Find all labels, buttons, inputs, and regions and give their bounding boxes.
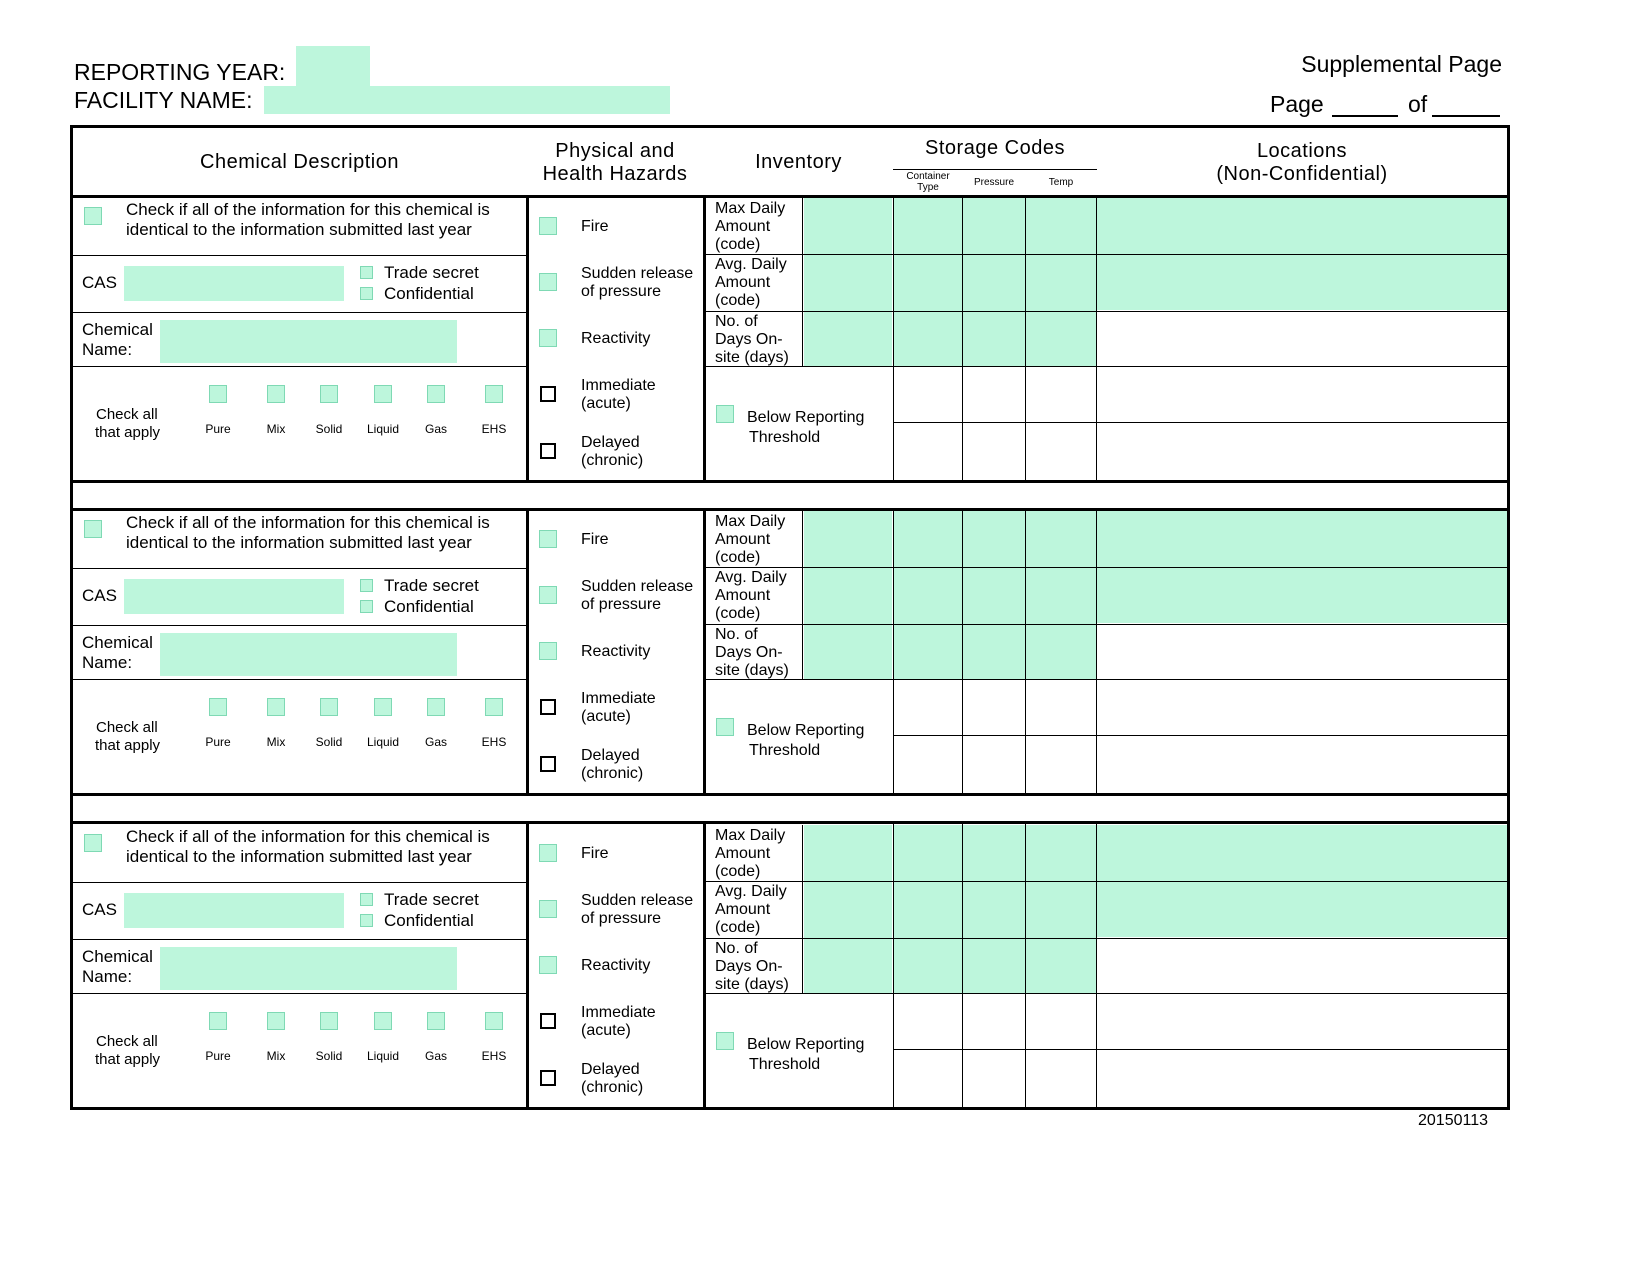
facility-name-input[interactable]	[264, 86, 670, 114]
pure-checkbox[interactable]	[209, 1012, 227, 1030]
chemical-name-input[interactable]	[160, 320, 457, 363]
page-number-row	[1270, 92, 1502, 120]
reporting-year-input[interactable]	[296, 46, 370, 86]
days-label-line3: site (days)	[715, 349, 789, 366]
delayed-label-line2: (chronic)	[581, 765, 644, 782]
inventory-row-rule	[705, 567, 1507, 568]
below-threshold-checkbox[interactable]	[716, 718, 734, 736]
liquid-checkbox[interactable]	[374, 1012, 392, 1030]
chemical-name-label-line2: Name:	[82, 967, 133, 986]
column-inventory: Inventory	[755, 151, 842, 173]
pressure-release-label-line1: Sudden release	[581, 265, 694, 282]
cas-row-rule	[73, 882, 526, 883]
ehs-checkbox[interactable]	[485, 385, 503, 403]
check-all-label-line1: Check all	[96, 1033, 158, 1050]
pure-label: Pure	[205, 422, 231, 436]
pressure-release-checkbox[interactable]	[539, 900, 557, 918]
fire-checkbox[interactable]	[539, 844, 557, 862]
pure-checkbox[interactable]	[209, 385, 227, 403]
identical-label-line2: identical to the information submitted last year	[126, 220, 472, 239]
max-daily-label-line3: (code)	[715, 236, 761, 253]
cas-row-rule	[73, 568, 526, 569]
avg-daily-label-line1: Avg. Daily	[715, 569, 787, 586]
reactivity-label: Reactivity	[581, 643, 651, 660]
fire-label: Fire	[581, 218, 609, 235]
ehs-checkbox[interactable]	[485, 698, 503, 716]
max-daily-label-line1: Max Daily	[715, 200, 786, 217]
max-daily-label-line1: Max Daily	[715, 827, 786, 844]
liquid-label: Liquid	[366, 735, 400, 749]
fire-label: Fire	[581, 531, 609, 548]
cas-input[interactable]	[124, 893, 344, 928]
gas-label: Gas	[424, 422, 447, 436]
column-hazards-line1: Physical and	[555, 140, 675, 162]
delayed-checkbox[interactable]	[540, 443, 556, 459]
check-all-label-line2: that apply	[95, 737, 161, 754]
ehs-label: EHS	[481, 735, 507, 749]
max-daily-input[interactable]	[804, 825, 892, 881]
column-container-type-line1: Container	[906, 171, 950, 182]
storage-row-rule	[893, 735, 1507, 736]
inventory-row-rule	[705, 624, 1507, 625]
chemical-name-row-rule	[73, 939, 526, 940]
check-all-label-line1: Check all	[96, 406, 158, 423]
gas-checkbox[interactable]	[427, 1012, 445, 1030]
gas-label: Gas	[424, 735, 447, 749]
days-on-site-input[interactable]	[804, 312, 892, 367]
pressure-release-label-line2: of pressure	[581, 283, 662, 300]
delayed-checkbox[interactable]	[540, 1070, 556, 1086]
avg-daily-label-line2: Amount	[715, 901, 771, 918]
immediate-label-line1: Immediate	[581, 377, 656, 394]
pure-checkbox[interactable]	[209, 698, 227, 716]
solid-checkbox[interactable]	[320, 698, 338, 716]
avg-daily-label-line1: Avg. Daily	[715, 883, 787, 900]
chemical-name-row-rule	[73, 625, 526, 626]
inventory-label-rule	[802, 198, 803, 367]
pure-label: Pure	[205, 735, 231, 749]
days-on-site-input[interactable]	[804, 625, 892, 680]
reporting-year-label: REPORTING YEAR:	[74, 59, 286, 85]
max-daily-label-line2: Amount	[715, 531, 771, 548]
max-daily-label-line2: Amount	[715, 845, 771, 862]
container-type-input[interactable]	[894, 198, 962, 367]
fire-checkbox[interactable]	[539, 217, 557, 235]
identical-label-line1: Check if all of the information for this chemical is	[126, 200, 490, 219]
avg-daily-input[interactable]	[804, 568, 892, 624]
supplemental-page-title: Supplemental Page	[1301, 51, 1502, 77]
cas-row-rule	[73, 255, 526, 256]
temp-code-input[interactable]	[1026, 198, 1096, 367]
column-locations-line1: Locations	[1256, 140, 1348, 162]
avg-daily-label-line3: (code)	[715, 292, 761, 309]
days-label-line3: site (days)	[715, 976, 789, 993]
avg-daily-label-line3: (code)	[715, 605, 761, 622]
liquid-checkbox[interactable]	[374, 698, 392, 716]
facility-name-label: FACILITY NAME:	[74, 87, 253, 113]
max-daily-label-line2: Amount	[715, 218, 771, 235]
gas-checkbox[interactable]	[427, 385, 445, 403]
reactivity-label: Reactivity	[581, 330, 651, 347]
delayed-label-line1: Delayed	[581, 1061, 640, 1078]
inventory-row-rule	[705, 311, 1507, 312]
chemical-name-row-rule	[73, 312, 526, 313]
trade-secret-label: Trade secret	[384, 576, 479, 595]
identical-label-line1: Check if all of the information for this chemical is	[126, 827, 490, 846]
delayed-label-line1: Delayed	[581, 434, 640, 451]
identical-checkbox[interactable]	[84, 207, 102, 225]
check-all-row-rule	[73, 366, 526, 367]
inventory-row-rule	[705, 938, 1507, 939]
column-chemical-description: Chemical Description	[200, 151, 399, 173]
column-rule	[703, 822, 706, 1108]
chemical-name-input[interactable]	[160, 633, 457, 676]
section-separator	[70, 793, 1510, 796]
check-all-row-rule	[73, 679, 526, 680]
form-code: 20150113	[1418, 1112, 1488, 1129]
container-type-input[interactable]	[894, 511, 962, 680]
storage-codes-divider	[893, 169, 1097, 170]
inventory-row-rule	[705, 366, 1507, 367]
check-all-row-rule	[73, 993, 526, 994]
cas-input[interactable]	[124, 579, 344, 614]
max-daily-label-line3: (code)	[715, 863, 761, 880]
below-threshold-checkbox[interactable]	[716, 405, 734, 423]
max-daily-input[interactable]	[804, 511, 892, 567]
mix-checkbox[interactable]	[267, 385, 285, 403]
column-temp: Temp	[1048, 177, 1074, 188]
inventory-label-rule	[802, 511, 803, 680]
avg-daily-input[interactable]	[804, 255, 892, 311]
gas-label: Gas	[424, 1049, 447, 1063]
ehs-checkbox[interactable]	[485, 1012, 503, 1030]
below-threshold-label-line2: Threshold	[749, 742, 821, 759]
inventory-row-rule	[705, 254, 1507, 255]
trade-secret-checkbox[interactable]	[360, 266, 373, 279]
identical-label-line2: identical to the information submitted last year	[126, 847, 472, 866]
column-locations-line2: (Non-Confidential)	[1216, 163, 1388, 185]
below-threshold-checkbox[interactable]	[716, 1032, 734, 1050]
solid-label: Solid	[315, 422, 343, 436]
inventory-label-rule	[802, 825, 803, 994]
column-rule	[526, 195, 529, 481]
max-daily-label-line1: Max Daily	[715, 513, 786, 530]
days-label-line1: No. of	[715, 313, 758, 330]
mix-label: Mix	[266, 735, 286, 749]
ehs-label: EHS	[481, 1049, 507, 1063]
pressure-release-checkbox[interactable]	[539, 273, 557, 291]
inventory-row-rule	[705, 993, 1507, 994]
check-all-label-line1: Check all	[96, 719, 158, 736]
solid-checkbox[interactable]	[320, 1012, 338, 1030]
days-label-line1: No. of	[715, 940, 758, 957]
confidential-checkbox[interactable]	[360, 287, 373, 300]
pressure-release-label-line2: of pressure	[581, 910, 662, 927]
immediate-checkbox[interactable]	[540, 386, 556, 402]
avg-daily-input[interactable]	[804, 882, 892, 938]
pressure-release-label-line1: Sudden release	[581, 892, 694, 909]
below-threshold-label-line1: Below Reporting	[747, 409, 865, 426]
avg-daily-label-line2: Amount	[715, 274, 771, 291]
reactivity-checkbox[interactable]	[539, 956, 557, 974]
chemical-name-label-line2: Name:	[82, 340, 133, 359]
avg-daily-label-line3: (code)	[715, 919, 761, 936]
days-label-line3: site (days)	[715, 662, 789, 679]
immediate-label-line2: (acute)	[581, 395, 631, 412]
reactivity-label: Reactivity	[581, 957, 651, 974]
solid-label: Solid	[315, 1049, 343, 1063]
identical-checkbox[interactable]	[84, 834, 102, 852]
below-threshold-label-line2: Threshold	[749, 1056, 821, 1073]
liquid-label: Liquid	[366, 1049, 400, 1063]
chemical-name-label-line1: Chemical	[82, 320, 153, 339]
of-label: of	[1408, 91, 1428, 117]
max-daily-label-line3: (code)	[715, 549, 761, 566]
delayed-checkbox[interactable]	[540, 756, 556, 772]
reactivity-checkbox[interactable]	[539, 329, 557, 347]
cas-label: CAS	[82, 273, 117, 292]
fire-label: Fire	[581, 845, 609, 862]
pressure-release-label-line1: Sudden release	[581, 578, 694, 595]
below-threshold-label-line1: Below Reporting	[747, 1036, 865, 1053]
pressure-release-checkbox[interactable]	[539, 586, 557, 604]
immediate-checkbox[interactable]	[540, 1013, 556, 1029]
trade-secret-label: Trade secret	[384, 263, 479, 282]
column-rule	[526, 508, 529, 794]
inventory-row-rule	[705, 679, 1507, 680]
cas-label: CAS	[82, 586, 117, 605]
immediate-label-line2: (acute)	[581, 1022, 631, 1039]
avg-daily-label-line1: Avg. Daily	[715, 256, 787, 273]
chemical-name-label-line2: Name:	[82, 653, 133, 672]
solid-checkbox[interactable]	[320, 385, 338, 403]
fire-checkbox[interactable]	[539, 530, 557, 548]
temp-code-input[interactable]	[1026, 511, 1096, 680]
trade-secret-checkbox[interactable]	[360, 893, 373, 906]
storage-row-rule	[893, 1049, 1507, 1050]
mix-checkbox[interactable]	[267, 698, 285, 716]
days-label-line2: Days On-	[715, 644, 783, 661]
trade-secret-checkbox[interactable]	[360, 579, 373, 592]
avg-daily-label-line2: Amount	[715, 587, 771, 604]
page-number-line[interactable]	[1332, 115, 1398, 117]
confidential-label: Confidential	[384, 597, 474, 616]
immediate-checkbox[interactable]	[540, 699, 556, 715]
delayed-label-line1: Delayed	[581, 747, 640, 764]
column-rule	[703, 508, 706, 794]
liquid-checkbox[interactable]	[374, 385, 392, 403]
delayed-label-line2: (chronic)	[581, 452, 644, 469]
column-pressure: Pressure	[973, 177, 1014, 188]
liquid-label: Liquid	[366, 422, 400, 436]
column-rule	[526, 822, 529, 1108]
section-separator	[70, 821, 1510, 824]
days-label-line2: Days On-	[715, 331, 783, 348]
confidential-label: Confidential	[384, 284, 474, 303]
gas-checkbox[interactable]	[427, 698, 445, 716]
temp-code-input[interactable]	[1026, 825, 1096, 994]
cas-input[interactable]	[124, 266, 344, 301]
mix-checkbox[interactable]	[267, 1012, 285, 1030]
page-total-line[interactable]	[1432, 115, 1500, 117]
storage-row-rule	[893, 422, 1507, 423]
confidential-checkbox[interactable]	[360, 914, 373, 927]
ehs-label: EHS	[481, 422, 507, 436]
identical-label-line2: identical to the information submitted last year	[126, 533, 472, 552]
confidential-label: Confidential	[384, 911, 474, 930]
reactivity-checkbox[interactable]	[539, 642, 557, 660]
trade-secret-label: Trade secret	[384, 890, 479, 909]
mix-label: Mix	[266, 422, 286, 436]
check-all-label-line2: that apply	[95, 1051, 161, 1068]
chemical-name-input[interactable]	[160, 947, 457, 990]
immediate-label-line2: (acute)	[581, 708, 631, 725]
immediate-label-line1: Immediate	[581, 690, 656, 707]
container-type-input[interactable]	[894, 825, 962, 994]
days-label-line1: No. of	[715, 626, 758, 643]
check-all-label-line2: that apply	[95, 424, 161, 441]
pure-label: Pure	[205, 1049, 231, 1063]
column-rule	[703, 195, 706, 481]
page-label: Page	[1270, 91, 1324, 117]
pressure-code-input[interactable]	[963, 198, 1025, 367]
identical-label-line1: Check if all of the information for this chemical is	[126, 513, 490, 532]
days-on-site-input[interactable]	[804, 939, 892, 994]
identical-checkbox[interactable]	[84, 520, 102, 538]
confidential-checkbox[interactable]	[360, 600, 373, 613]
chemical-name-label-line1: Chemical	[82, 947, 153, 966]
column-hazards-line2: Health Hazards	[542, 163, 688, 185]
delayed-label-line2: (chronic)	[581, 1079, 644, 1096]
inventory-row-rule	[705, 881, 1507, 882]
mix-label: Mix	[266, 1049, 286, 1063]
section-separator	[70, 480, 1510, 483]
immediate-label-line1: Immediate	[581, 1004, 656, 1021]
pressure-code-input[interactable]	[963, 511, 1025, 680]
max-daily-input[interactable]	[804, 198, 892, 254]
column-storage-codes: Storage Codes	[925, 137, 1065, 159]
below-threshold-label-line1: Below Reporting	[747, 722, 865, 739]
solid-label: Solid	[315, 735, 343, 749]
pressure-code-input[interactable]	[963, 825, 1025, 994]
days-label-line2: Days On-	[715, 958, 783, 975]
below-threshold-label-line2: Threshold	[749, 429, 821, 446]
pressure-release-label-line2: of pressure	[581, 596, 662, 613]
column-container-type-line2: Type	[917, 182, 939, 193]
chemical-name-label-line1: Chemical	[82, 633, 153, 652]
cas-label: CAS	[82, 900, 117, 919]
